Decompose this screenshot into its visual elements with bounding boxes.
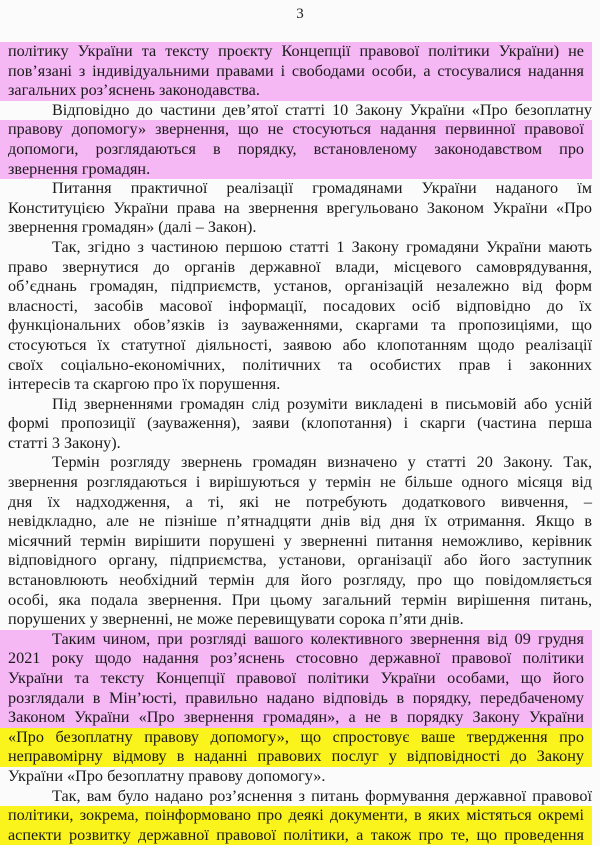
text-line: формі пропозиції (зауваження), заяви (клопотання) і скарги (частина перша (8, 414, 592, 433)
text-line: особі, яка подала звернення. При цьому загальний термін вирішення питань, (8, 590, 592, 609)
highlighted-text-line: неправомірну відмову в наданні правових послуг у відповідності до Закону (0, 747, 592, 767)
highlighted-text-line: політики, зокрема, поінформовано про деякі документи, в яких містяться окремі (0, 806, 592, 826)
text-line: Так, згідно з частиною першою статті 1 Закону громадяни України мають (52, 237, 592, 256)
highlighted-text-line: Законом України «Про звернення громадян», а не в порядку Закону України (0, 708, 592, 728)
text-line: право звернутися до органів державної влади, місцевого самоврядування, (8, 257, 592, 276)
text-line: Під зверненнями громадян слід розуміти викладені в письмовій або усній (52, 394, 592, 413)
highlighted-text-line: «Про безоплатну правову допомогу», що спростовує ваше твердження про (0, 728, 592, 748)
text-line: Конституцією України права на звернення врегульовано Законом України «Про (8, 198, 592, 217)
highlighted-text-line: розглядали в Мін’юсті, правильно надано відповідь в порядку, передбаченому (0, 689, 592, 709)
text-line: інтересів та скаргою про їх порушення. (8, 375, 281, 394)
highlighted-text-line: Таким чином, при розгляді вашого колективного звернення від 09 грудня (0, 630, 592, 650)
highlighted-text-line: загальних роз’яснень законодавства. (0, 81, 592, 101)
text-line: невідкладно, але не пізніше п’ятнадцяти днів від дня їх отримання. Якщо в (8, 512, 592, 531)
text-line: власності, засобів масової інформації, посадових осіб відповідно до їх (8, 296, 592, 315)
text-line: Термін розгляду звернень громадян визначено у статті 20 Закону. Так, (52, 453, 592, 472)
text-line: звернення громадян» (далі – Закон). (8, 218, 257, 237)
document-body (0, 42, 600, 845)
text-line: Питання практичної реалізації громадянами України наданого їм (52, 179, 592, 198)
text-line: Відповідно до частини дев’ятої статті 10 Закону України «Про безоплатну (52, 100, 592, 119)
highlighted-text-line: звернення громадян. (0, 160, 592, 180)
highlighted-text-line: політику України та тексту проєкту Концепції правової політики України) не (0, 42, 592, 62)
text-line: стосуються їх статутної діяльності, заявою або клопотанням щодо реалізації (8, 335, 592, 354)
highlighted-text-line: 2021 року щодо надання роз’яснень стосовно державної правової політики (0, 649, 592, 669)
text-line: дня їх надходження, а ті, які не потребують додаткового вивчення, – (8, 492, 592, 511)
text-line: статті 3 Закону). (8, 433, 121, 452)
text-line: функціональних обов’язків із зауваженнями, скаргами та пропозиціями, що (8, 316, 592, 335)
highlighted-text-line: правову допомогу» звернення, що не стосуються надання первинної правової (0, 120, 592, 140)
text-line: Так, вам було надано роз’яснення з питань формування державної правової (52, 786, 592, 805)
text-line: України «Про безоплатну правову допомогу». (8, 766, 326, 785)
text-line: місячний термін вирішити порушені у зверненні питання неможливо, керівник (8, 531, 592, 550)
highlighted-text-line: пов’язані з індивідуальними правами і свободами особи, а стосувалися надання (0, 62, 592, 82)
text-line: відповідного органу, підприємства, установи, організації або його заступник (8, 551, 592, 570)
text-line: об’єднань громадян, підприємств, установ, організацій незалежно від форм (8, 277, 592, 296)
highlighted-text-line: України та тексту Концепції правової політики України особами, що його (0, 669, 592, 689)
text-line: звернення розглядаються і вирішуються у термін не більше одного місяця від (8, 473, 592, 492)
highlighted-text-line: допомоги, розглядаються в порядку, встановленому законодавством про (0, 140, 592, 160)
text-line: порушених у зверненні, не може перевищувати сорока п’яти днів. (8, 610, 464, 629)
page-number: 3 (296, 6, 304, 22)
text-line: встановлюють необхідний термін для його розгляду, про що повідомляється (8, 571, 592, 590)
highlighted-text-line: аспекти розвитку державної правової політики, а також про те, що проведення (0, 826, 592, 846)
text-line: своїх соціально-економічних, політичних та особистих прав і законних (8, 355, 592, 374)
